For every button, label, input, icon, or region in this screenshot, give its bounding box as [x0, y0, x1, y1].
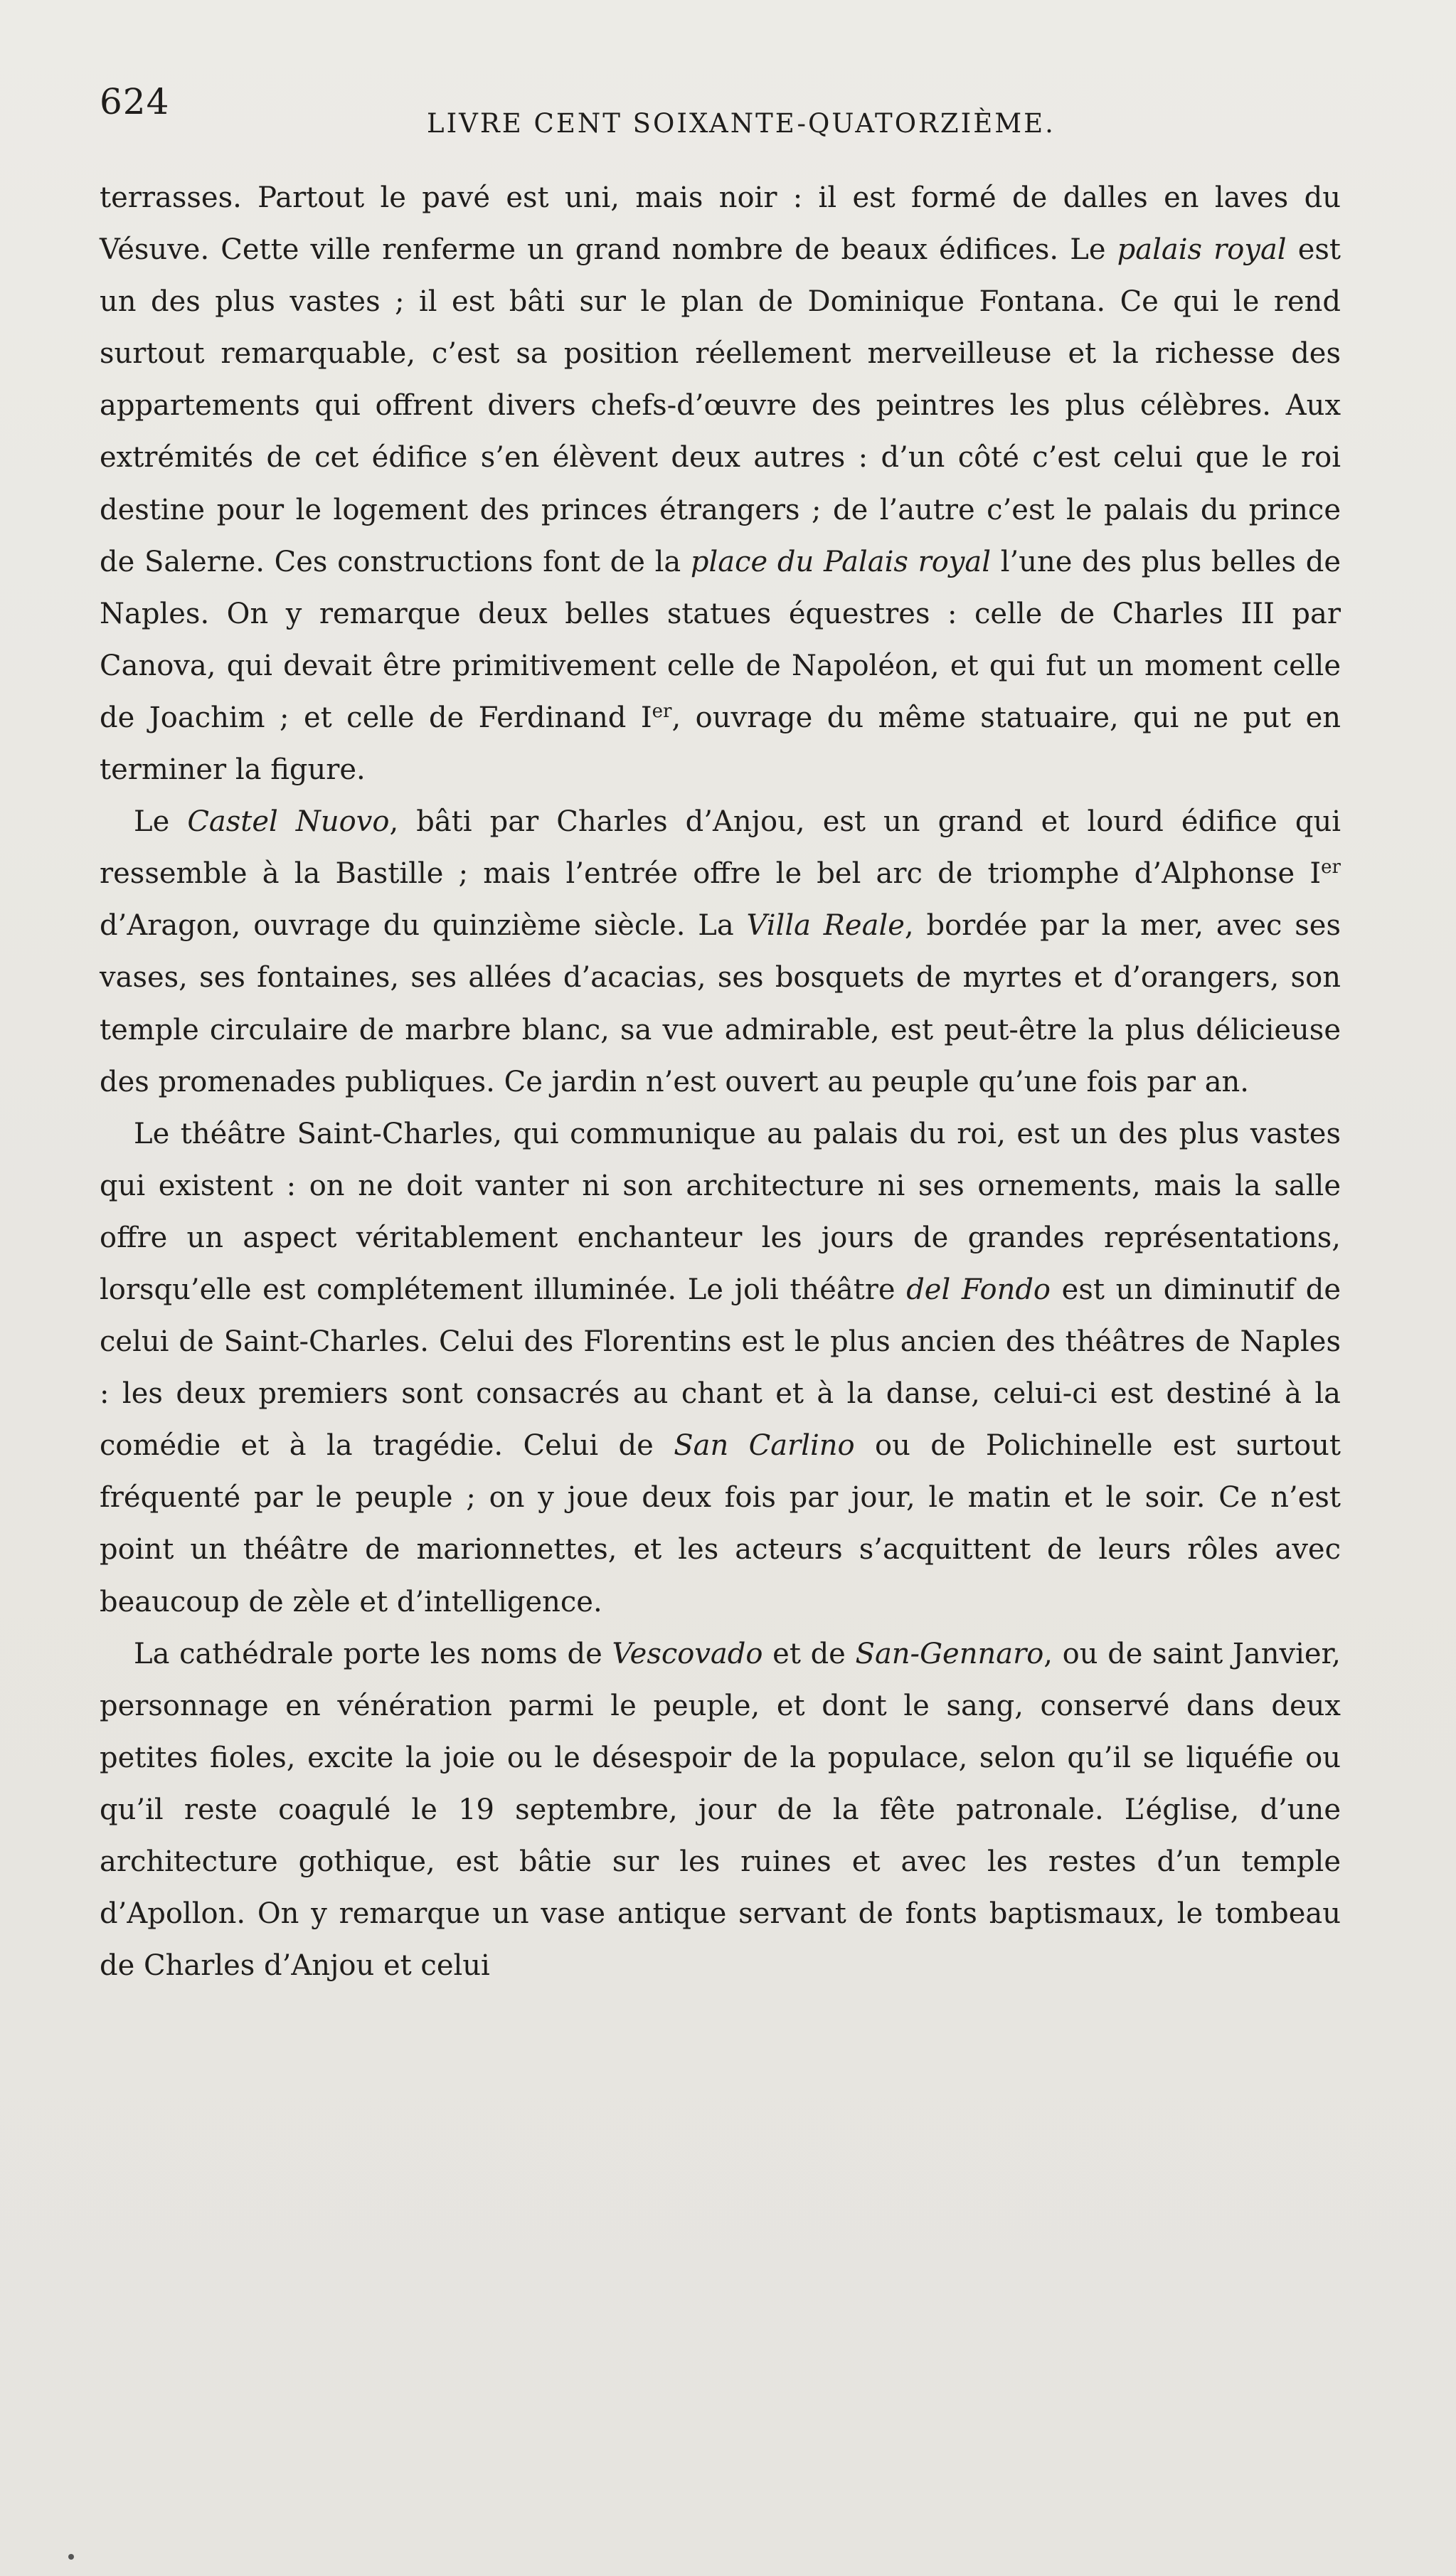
- italic-text: San-Gennaro: [855, 1637, 1044, 1670]
- text-run: , ou de saint Janvier, personnage en vénération parmi le peuple, et dont le sang, conservé dans deux petites fioles, excite la joie ou le désespoir de la populace, selon qu’il se liquéfie ou qu’il reste coagulé le 19 septembre, jour de la fête patronale. L’église, d’une architecture gothique, est bâtie sur les ruines et avec les restes d’un temple d’Apollon. On y remarque un vase antique servant de fonts baptismaux, le tombeau de Charles d’Anjou et celui: [100, 1637, 1341, 1983]
- text-run: est un diminutif de celui de Saint-Charles. Celui des Florentins est le plus ancien des théâtres de Naples : les deux premiers sont consacrés au chant et à la danse, celui-ci est destiné à la comédie et à la tragédie. Celui de: [100, 1273, 1341, 1463]
- italic-text: San Carlino: [674, 1429, 855, 1463]
- print-speck: [68, 2554, 74, 2560]
- text-run: Le théâtre Saint-Charles, qui communique au palais du roi, est un des plus vastes qui existent : on ne doit vanter ni son architecture ni ses ornements, mais la salle offre un aspect véritablement enchanteur les jours de grandes représentations, lorsqu’elle est complétement illuminée. Le joli théâtre: [100, 1117, 1341, 1306]
- italic-text: place du Palais royal: [690, 545, 992, 578]
- body-text: [100, 172, 1341, 1992]
- text-run: terrasses. Partout le pavé est uni, mais noir : il est formé de dalles en laves du Vésuve. Cette ville renferme un grand nombre de beaux édifices. Le: [100, 181, 1341, 267]
- text-run: , bâti par Charles d’Anjou, est un grand et lourd édifice qui ressemble à la Bastille ; mais l’entrée offre le bel arc de triomphe d’Alphonse I: [100, 805, 1341, 891]
- text-run: ou de Polichinelle est surtout fréquenté par le peuple ; on y joue deux fois par jour, le matin et le soir. Ce n’est point un théâtre de marionnettes, et les acteurs s’acquittent de leurs rôles avec beaucoup de zèle et d’intelligence.: [100, 1429, 1341, 1618]
- page-header: [100, 80, 1309, 144]
- paragraph: [100, 1108, 1341, 1628]
- text-run: et de: [762, 1637, 856, 1670]
- text-run: La cathédrale porte les noms de: [134, 1637, 612, 1670]
- text-run: l’une des plus belles de Naples. On y remarque deux belles statues équestres : celle de Charles III par Canova, qui devait être primitivement celle de Napoléon, et qui fut un moment celle de Joachim ; et celle de Ferdinand I: [100, 545, 1341, 734]
- italic-text: palais royal: [1117, 233, 1287, 267]
- superscript-text: er: [1321, 857, 1341, 879]
- superscript-text: er: [652, 700, 672, 722]
- italic-text: Vescovado: [612, 1637, 763, 1670]
- paragraph: [100, 172, 1341, 796]
- italic-text: del Fondo: [906, 1273, 1051, 1306]
- text-run: est un des plus vastes ; il est bâti sur le plan de Dominique Fontana. Ce qui le rend surtout remarquable, c’est sa position réellement merveilleuse et la richesse des appartements qui offrent divers chefs-d’œuvre des peintres les plus célèbres. Aux extrémités de cet édifice s’en élèvent deux autres : d’un côté c’est celui que le roi destine pour le logement des princes étrangers ; de l’autre c’est le palais du prince de Salerne. Ces constructions font de la: [100, 233, 1341, 578]
- text-run: d’Aragon, ouvrage du quinzième siècle. La: [100, 909, 747, 943]
- text-run: , bordée par la mer, avec ses vases, ses fontaines, ses allées d’acacias, ses bosquets de myrtes et d’orangers, son temple circulaire de marbre blanc, sa vue admirable, est peut-être la plus délicieuse des promenades publiques. Ce jardin n’est ouvert au peuple qu’une fois par an.: [100, 909, 1341, 1098]
- italic-text: Castel Nuovo: [187, 805, 390, 839]
- text-run: , ouvrage du même statuaire, qui ne put en terminer la figure.: [100, 701, 1341, 787]
- paragraph: [100, 1628, 1341, 1993]
- text-run: Le: [134, 805, 188, 839]
- italic-text: Villa Reale: [746, 909, 905, 943]
- paragraph: [100, 796, 1341, 1108]
- page-number: 624: [100, 81, 170, 122]
- running-head: LIVRE CENT SOIXANTE-QUATORZIÈME.: [427, 108, 1056, 139]
